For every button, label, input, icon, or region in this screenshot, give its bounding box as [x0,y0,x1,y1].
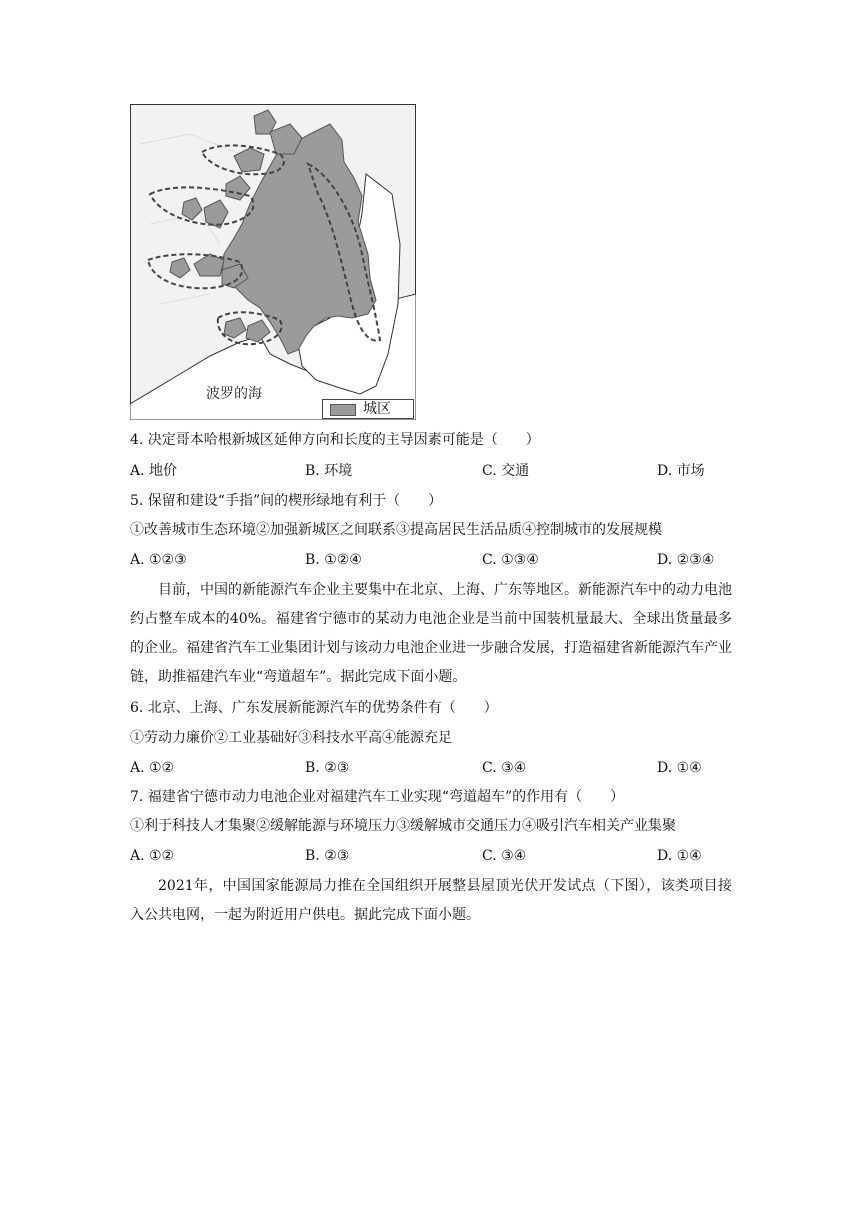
question-5-option-a: A. ①②③ [130,552,187,568]
question-4-option-d: D. 市场 [657,463,705,479]
question-7-option-b: B. ②③ [305,848,350,864]
solar-passage: 2021年，中国国家能源局力推在全国组织开展整县屋顶光伏开发试点（下图），该类项目接入公共电网，一起为附近用户供电。据此完成下面小题。 [130,878,732,923]
question-5-option-b: B. ①②④ [305,552,362,568]
finger-plan-map [130,104,416,420]
question-7-option-a: A. ①② [130,848,175,864]
question-4-option-c: C. 交通 [482,463,530,479]
question-6-option-c: C. ③④ [482,760,527,776]
city-area-swatch [330,404,356,416]
map-legend [322,399,414,419]
question-5-option-c: C. ①③④ [482,552,539,568]
question-4-option-b: B. 环境 [305,463,353,479]
question-7-option-d: D. ①④ [657,848,702,864]
question-5-items: ①改善城市生态环境②加强新城区之间联系③提高居民生活品质④控制城市的发展规模 [130,522,662,538]
ev-passage: 目前，中国的新能源汽车企业主要集中在北京、上海、广东等地区。新能源汽车中的动力电池约占整车成本的40%。福建省宁德市的某动力电池企业是当前中国装机量最大、全球出货量最多的企业。福建省汽车工业集团计划与该动力电池企业进一步融合发展，打造福建省新能源汽车产业链，助推福建汽车业“弯道超车”。据此完成下面小题。 [130,582,732,685]
question-5-stem: 5. 保留和建设“手指”间的楔形绿地有利于（ ） [130,493,443,509]
map-drawing [130,104,416,420]
question-4-option-a: A. 地价 [130,463,178,479]
question-6-option-d: D. ①④ [657,760,702,776]
question-6-items: ①劳动力廉价②工业基础好③科技水平高④能源充足 [130,730,452,746]
question-6-stem: 6. 北京、上海、广东发展新能源汽车的优势条件有（ ） [130,700,498,716]
question-4-stem: 4. 决定哥本哈根新城区延伸方向和长度的主导因素可能是（ ） [130,432,540,448]
question-5-option-d: D. ②③④ [657,552,715,568]
question-7-items: ①利于科技人才集聚②缓解能源与环境压力③缓解城市交通压力④吸引汽车相关产业集聚 [130,818,676,834]
question-6-option-a: A. ①② [130,760,175,776]
question-7-option-c: C. ③④ [482,848,527,864]
legend-label: 城区 [363,401,391,417]
question-7-stem: 7. 福建省宁德市动力电池企业对福建汽车工业实现“弯道超车”的作用有（ ） [130,789,625,805]
sea-label: 波罗的海 [206,386,262,402]
question-6-option-b: B. ②③ [305,760,350,776]
